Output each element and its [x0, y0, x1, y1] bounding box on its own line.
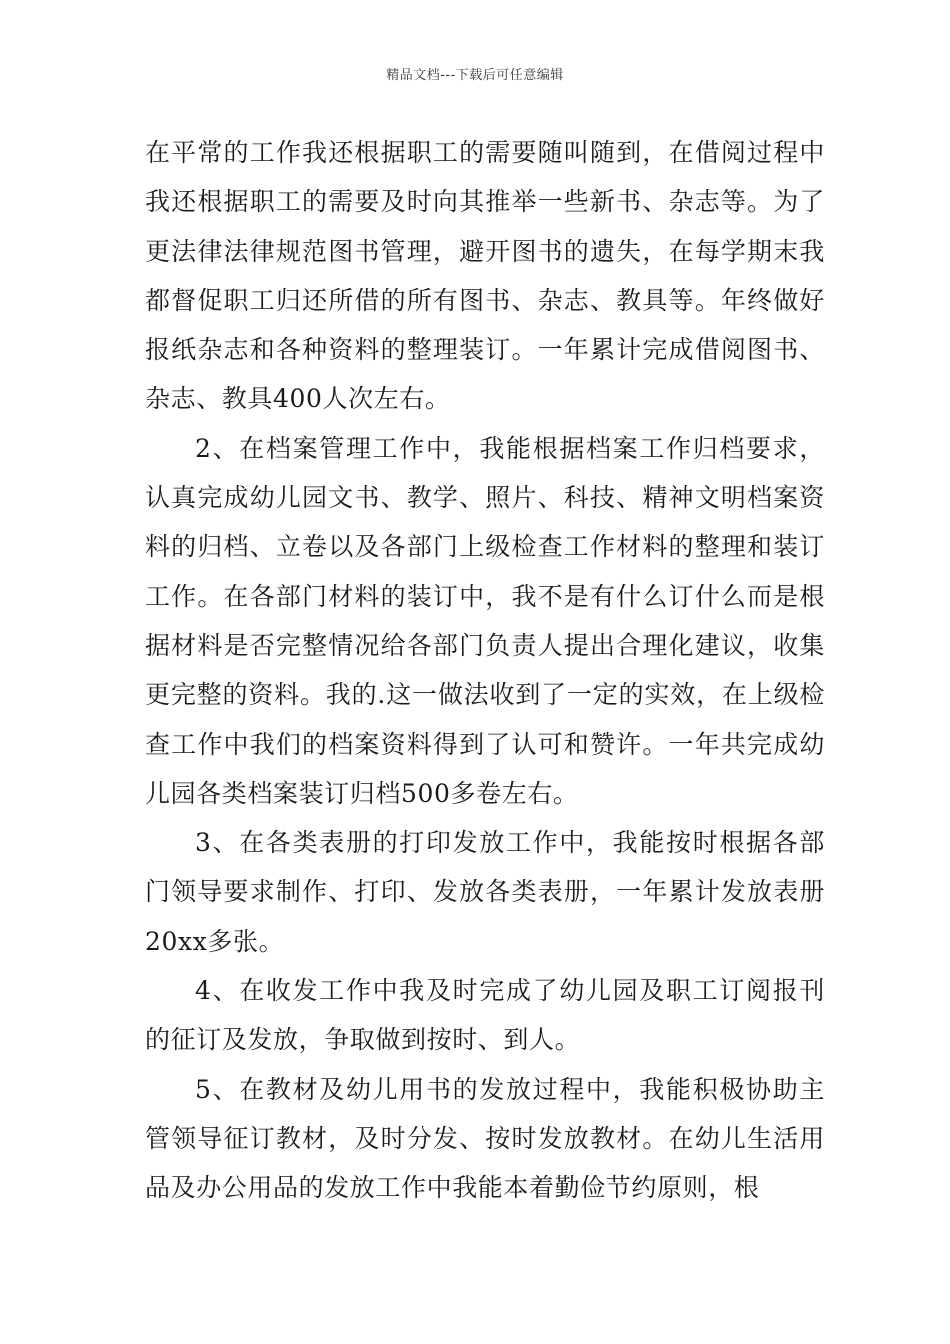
document-body	[145, 128, 825, 1213]
page-header: 精品文档---下载后可任意编辑	[386, 68, 564, 83]
paragraph-archive-management: 2、在档案管理工作中，我能根据档案工作归档要求，认真完成幼儿园文书、教学、照片、科技、精神文明档案资料的归档、立卷以及各部门上级检查工作材料的整理和装订工作。在各部门材料的装订中，我不是有什么订什么而是根据材料是否完整情况给各部门负责人提出合理化建议，收集更完整的资料。我的.这一做法收到了一定的实效，在上级检查工作中我们的档案资料得到了认可和赞许。一年共完成幼儿园各类档案装订归档500多卷左右。	[145, 433, 825, 808]
paragraph-form-printing: 3、在各类表册的打印发放工作中，我能按时根据各部门领导要求制作、打印、发放各类表册，一年累计发放表册20xx多张。	[145, 828, 825, 956]
paragraph-textbook-distribution: 5、在教材及幼儿用书的发放过程中，我能积极协助主管领导征订教材，及时分发、按时发放教材。在幼儿生活用品及办公用品的发放工作中我能本着勤俭节约原则，根	[145, 1074, 825, 1203]
paragraph-mail-distribution: 4、在收发工作中我及时完成了幼儿园及职工订阅报刊的征订及发放，争取做到按时、到人。	[145, 976, 825, 1055]
paragraph-library-work: 在平常的工作我还根据职工的需要随叫随到，在借阅过程中我还根据职工的需要及时向其推举一些新书、杂志等。为了更法律法律规范图书管理，避开图书的遗失，在每学期末我都督促职工归还所借的所有图书、杂志、教具等。年终做好报纸杂志和各种资料的整理装订。一年累计完成借阅图书、杂志、教具400人次左右。	[145, 138, 825, 414]
